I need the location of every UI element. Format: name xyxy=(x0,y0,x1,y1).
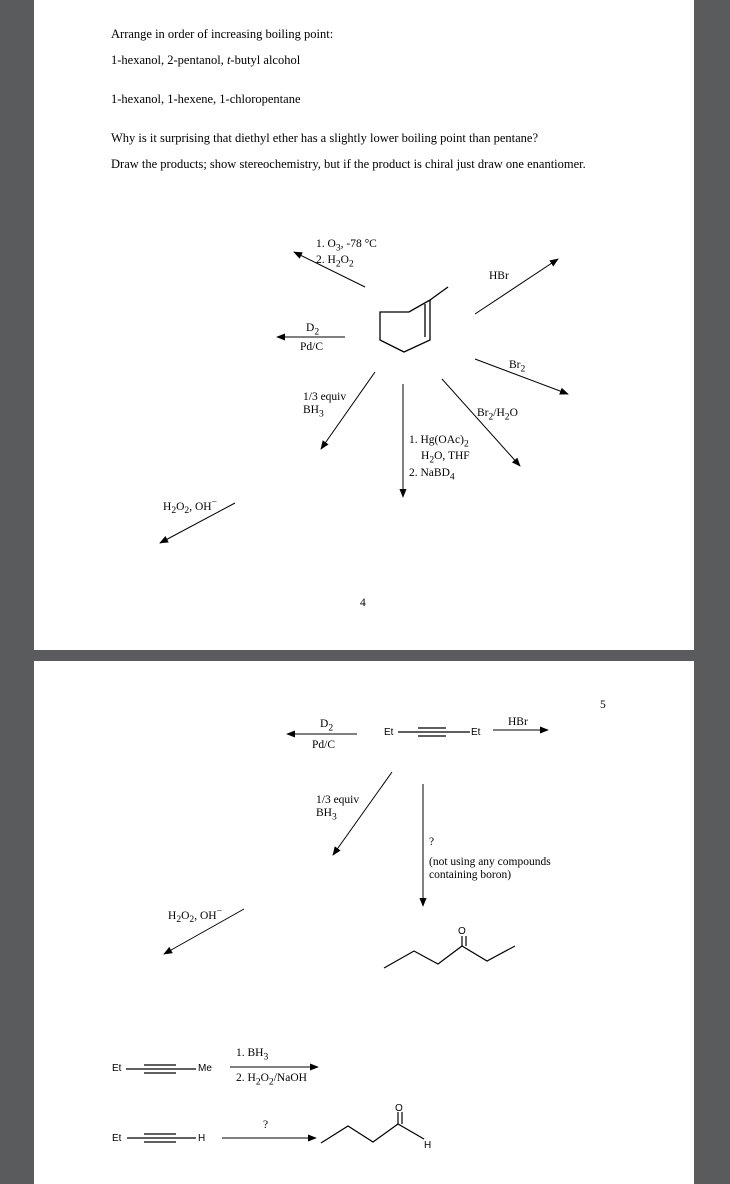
page-4 xyxy=(34,0,694,650)
hexyne-triple-bond xyxy=(398,728,470,736)
instruction-draw-products: Draw the products; show stereochemistry, but if the product is chiral just draw one enantiomer. xyxy=(111,157,586,171)
reaction-scheme-page4 xyxy=(34,0,694,650)
row2-ethyl-label: Et xyxy=(112,1133,122,1144)
reagent-br2-h2o: $Br_2/H_2O$ xyxy=(477,407,518,423)
row1-ethyl-label: Et xyxy=(112,1063,122,1074)
reagent-br2: $Br_2$ xyxy=(509,359,526,375)
reagent-note: (not using any compounds containing boron) xyxy=(429,856,551,881)
page-5 xyxy=(34,661,694,1184)
reagent-d2-alkyne: $D_2$ xyxy=(320,718,334,734)
question-diethyl-ether: Why is it surprising that diethyl ether has a slightly lower boiling point than pentane? xyxy=(111,131,539,145)
reagent-ozonolysis: 1. $O_3$, -78 °C 2. $H_2O_2$ xyxy=(316,238,377,270)
reagent-pdc: Pd/C xyxy=(300,341,324,353)
reagent-oxymercuration: 1. $Hg(OAc)_2$ $H_2O$, THF 2. NaBD$_4$ xyxy=(409,434,470,482)
reagent-step1: 1. $BH_3$ xyxy=(236,1047,269,1063)
compound-list-2: 1-hexanol, 1-hexene, 1-chloropentane xyxy=(111,92,301,106)
reaction-scheme-page5 xyxy=(34,661,694,1184)
pentanone-skeleton xyxy=(384,946,515,968)
page-number-5: 5 xyxy=(600,699,606,711)
ethyl-left-label: Et xyxy=(384,727,394,738)
row1-methyl-label: Me xyxy=(198,1063,212,1074)
reagent-question-row2: ? xyxy=(263,1119,269,1131)
pentyne-triple-bond xyxy=(126,1065,196,1073)
aldehyde-hydrogen-label: H xyxy=(424,1140,432,1151)
methylcyclohexene-structure xyxy=(380,287,448,352)
butyne-triple-bond xyxy=(127,1134,196,1142)
reagent-step2: 2. $H_2O_2$/NaOH xyxy=(236,1072,307,1088)
reagent-h2o2-oh: $H_2O_2$, OH− xyxy=(163,497,217,517)
compound-list-1: 1-hexanol, 2-pentanol, t-butyl alcohol xyxy=(111,53,301,67)
question-boiling-point: Arrange in order of increasing boiling point: xyxy=(111,27,334,41)
reagent-bh3: 1/3 equiv $BH_3$ xyxy=(303,391,347,420)
reagent-question: ? xyxy=(429,836,435,848)
reagent-bh3-alkyne: 1/3 equiv $BH_3$ xyxy=(316,794,360,823)
butanal-skeleton xyxy=(321,1124,424,1143)
aldehyde-oxygen-label: O xyxy=(395,1103,403,1114)
arrow-hbr xyxy=(475,259,558,314)
reagent-hbr: HBr xyxy=(489,270,509,282)
ketone-oxygen-label: O xyxy=(458,926,466,937)
reagent-hbr-alkyne: HBr xyxy=(508,716,528,728)
row2-hydrogen-label: H xyxy=(198,1133,206,1144)
reagent-h2o2-oh-alkyne: $H_2O_2$, OH− xyxy=(168,906,222,926)
reagent-pdc-alkyne: Pd/C xyxy=(312,739,336,751)
page-number-4: 4 xyxy=(360,597,366,609)
ethyl-right-label: Et xyxy=(471,727,481,738)
reagent-d2: $D_2$ xyxy=(306,322,320,338)
